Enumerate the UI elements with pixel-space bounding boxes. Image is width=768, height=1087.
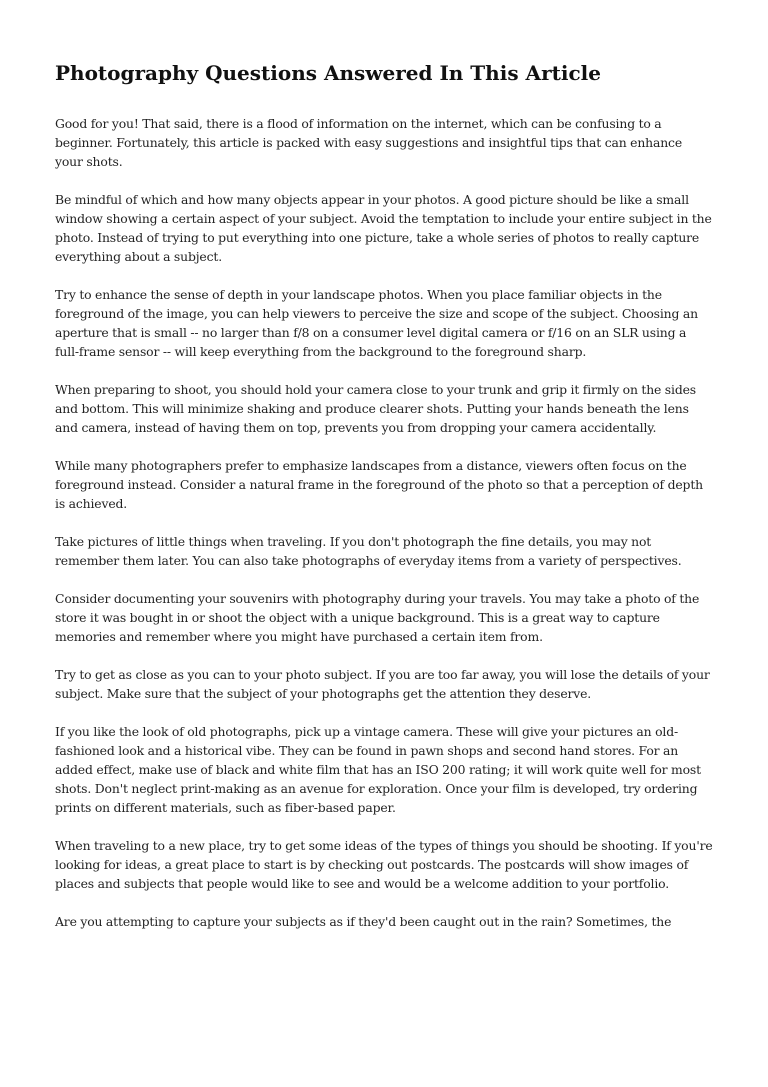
paragraph: Consider documenting your souvenirs with photography during your travels. You may take a photo of the store it was bought in or shoot the object with a unique background. This is a great way to capture memories and remember where you might have purchased a certain item from. (55, 591, 700, 644)
paragraph: If you like the look of old photographs, pick up a vintage camera. These will give your pictures an old-fashioned look and a historical vibe. They can be found in pawn shops and second hand stores. For an added effect, make use of black and white film that has an ISO 200 rating; it will work quite well for most shots. Don't neglect print-making as an avenue for exploration. Once your film is developed, try ordering prints on different materials, such as fiber-based paper. (55, 724, 701, 815)
paragraph: When preparing to shoot, you should hold your camera close to your trunk and grip it firmly on the sides and bottom. This will minimize shaking and produce clearer shots. Putting your hands beneath the lens and camera, instead of having them on top, prevents you from dropping your camera accidentally. (55, 382, 696, 435)
paragraph: Are you attempting to capture your subjects as if they'd been caught out in the rain? Sometimes, the (55, 914, 672, 929)
paragraph: Try to enhance the sense of depth in your landscape photos. When you place familiar objects in the foreground of the image, you can help viewers to perceive the size and scope of the subject. Choosing an aperture that is small -- no larger than f/8 on a consumer level digital camera or f/16 on an SLR using a full-frame sensor -- will keep everything from the background to the foreground sharp. (55, 287, 698, 359)
paragraph: Be mindful of which and how many objects appear in your photos. A good picture should be like a small window showing a certain aspect of your subject. Avoid the temptation to include your entire subject in the photo. Instead of trying to put everything into one picture, take a whole series of photos to really capture everything about a subject. (55, 192, 712, 264)
paragraph: While many photographers prefer to emphasize landscapes from a distance, viewers often focus on the foreground instead. Consider a natural frame in the foreground of the photo so that a perception of depth is achieved. (55, 458, 703, 511)
paragraph: When traveling to a new place, try to get some ideas of the types of things you should be shooting. If you're looking for ideas, a great place to start is by checking out postcards. The postcards will show images of places and subjects that people would like to see and would be a welcome addition to your portfolio. (55, 838, 713, 891)
paragraph: Good for you! That said, there is a flood of information on the internet, which can be confusing to a beginner. Fortunately, this article is packed with easy suggestions and insightful tips that can enhance your shots. (55, 116, 683, 169)
paragraph: Take pictures of little things when traveling. If you don't photograph the fine details, you may not remember them later. You can also take photographs of everyday items from a variety of perspectives. (55, 534, 682, 568)
paragraph: Try to get as close as you can to your photo subject. If you are too far away, you will lose the details of your subject. Make sure that the subject of your photographs get the attention they deserve. (55, 667, 710, 701)
document-page (55, 58, 713, 950)
article-title: Photography Questions Answered In This Article (55, 61, 601, 85)
